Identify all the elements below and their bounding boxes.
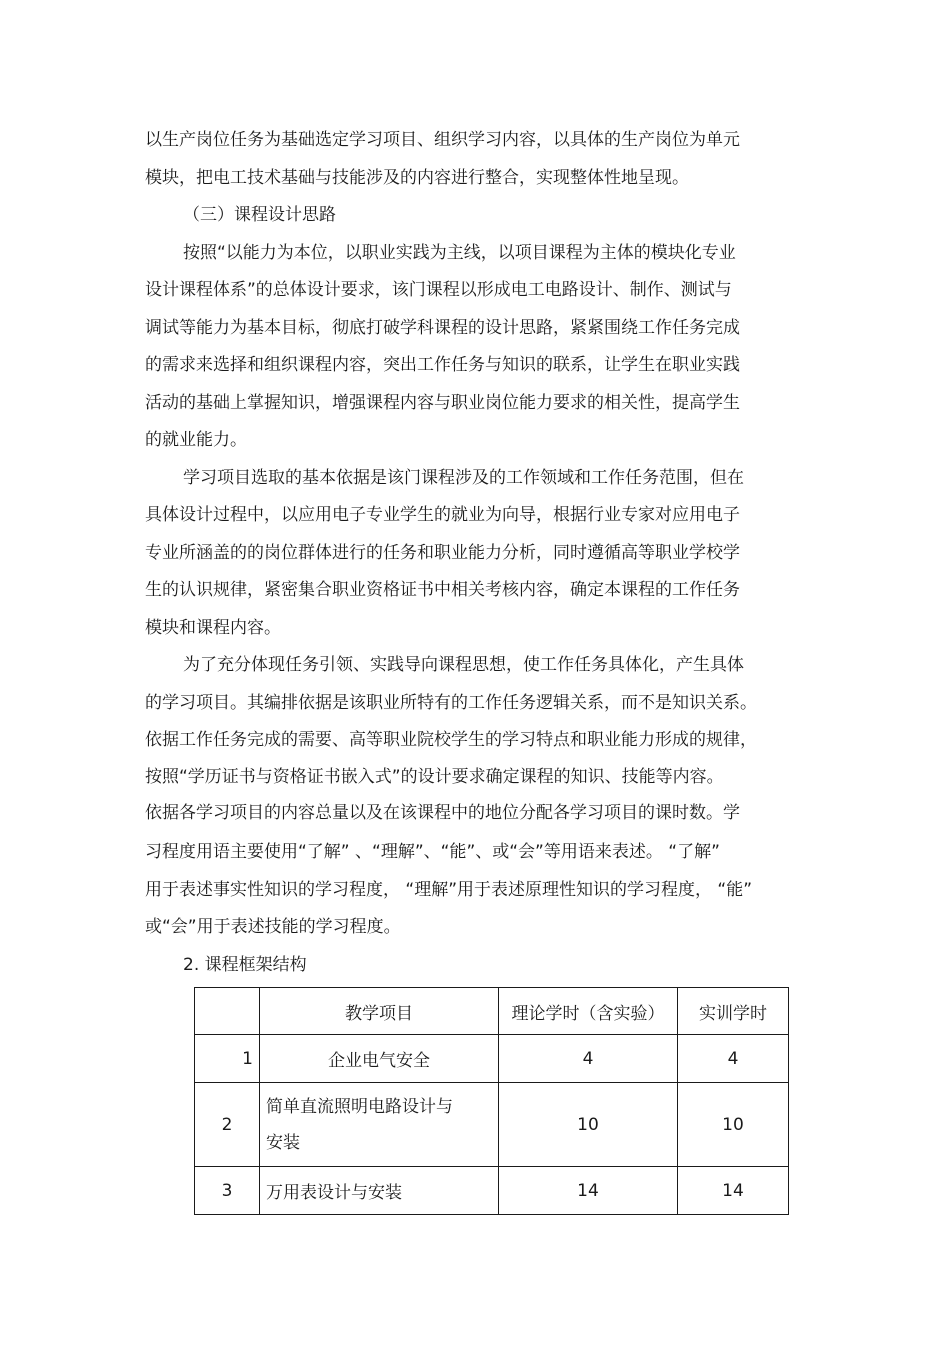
course-framework-table bbox=[194, 987, 789, 1215]
paragraph-line: 设计课程体系”的总体设计要求，该门课程以形成电工电路设计、制作、测试与 bbox=[145, 280, 732, 300]
project-name-cell bbox=[260, 1083, 499, 1167]
project-name-line-2: 安装 bbox=[266, 1132, 300, 1153]
project-name-line-1: 简单直流照明电路设计与 bbox=[266, 1096, 453, 1117]
paragraph-line: 具体设计过程中，以应用电子专业学生的就业为向导，根据行业专家对应用电子 bbox=[145, 505, 740, 525]
project-name-cell: 万用表设计与安装 bbox=[260, 1167, 499, 1215]
header-cell-project: 教学项目 bbox=[260, 988, 499, 1035]
paragraph-line: 的需求来选择和组织课程内容，突出工作任务与知识的联系，让学生在职业实践 bbox=[145, 355, 740, 375]
paragraph-line: 按照“以能力为本位，以职业实践为主线，以项目课程为主体的模块化专业 bbox=[183, 243, 736, 263]
header-cell-number bbox=[195, 988, 260, 1035]
theory-hours-cell: 4 bbox=[499, 1035, 678, 1083]
table-header-row bbox=[195, 988, 789, 1035]
paragraph-line: 调试等能力为基本目标，彻底打破学科课程的设计思路，紧紧围绕工作任务完成 bbox=[145, 318, 740, 338]
row-number-cell: 1 bbox=[195, 1035, 260, 1083]
theory-hours-cell: 14 bbox=[499, 1167, 678, 1215]
paragraph-line: 的就业能力。 bbox=[145, 430, 247, 450]
framework-heading: 2. 课程框架结构 bbox=[183, 955, 307, 975]
paragraph-line: 依据各学习项目的内容总量以及在该课程中的地位分配各学习项目的课时数。学 bbox=[145, 803, 740, 823]
paragraph-line: 或“会”用于表述技能的学习程度。 bbox=[145, 917, 401, 937]
paragraph-line: 习程度用语主要使用“了解” 、“理解”、“能”、或“会”等用语来表述。 “了解” bbox=[145, 842, 720, 862]
training-hours-cell: 14 bbox=[678, 1167, 789, 1215]
theory-hours-cell: 10 bbox=[499, 1083, 678, 1167]
paragraph-line: 模块，把电工技术基础与技能涉及的内容进行整合，实现整体性地呈现。 bbox=[145, 168, 689, 188]
paragraph-line: 依据工作任务完成的需要、高等职业院校学生的学习特点和职业能力形成的规律， bbox=[145, 730, 757, 750]
project-name-cell: 企业电气安全 bbox=[260, 1035, 499, 1083]
paragraph-line: 生的认识规律，紧密集合职业资格证书中相关考核内容，确定本课程的工作任务 bbox=[145, 580, 740, 600]
paragraph-line: 活动的基础上掌握知识，增强课程内容与职业岗位能力要求的相关性，提高学生 bbox=[145, 393, 740, 413]
paragraph-line: 用于表述事实性知识的学习程度， “理解”用于表述原理性知识的学习程度， “能” bbox=[145, 880, 753, 900]
paragraph-line: 按照“学历证书与资格证书嵌入式”的设计要求确定课程的知识、技能等内容。 bbox=[145, 767, 724, 787]
paragraph-line: 学习项目选取的基本依据是该门课程涉及的工作领域和工作任务范围，但在 bbox=[183, 468, 744, 488]
paragraph-line: 的学习项目。其编排依据是该职业所特有的工作任务逻辑关系，而不是知识关系。 bbox=[145, 693, 757, 713]
table-row bbox=[195, 1167, 789, 1215]
paragraph-line: 模块和课程内容。 bbox=[145, 618, 281, 638]
training-hours-cell: 4 bbox=[678, 1035, 789, 1083]
paragraph-line: 为了充分体现任务引领、实践导向课程思想，使工作任务具体化，产生具体 bbox=[183, 655, 744, 675]
row-number-cell: 2 bbox=[195, 1083, 260, 1167]
paragraph-line: 专业所涵盖的的岗位群体进行的任务和职业能力分析，同时遵循高等职业学校学 bbox=[145, 543, 740, 563]
header-cell-training-hours: 实训学时 bbox=[678, 988, 789, 1035]
row-number-cell: 3 bbox=[195, 1167, 260, 1215]
section-heading: （三）课程设计思路 bbox=[183, 205, 336, 225]
table-row bbox=[195, 1035, 789, 1083]
training-hours-cell: 10 bbox=[678, 1083, 789, 1167]
paragraph-line: 以生产岗位任务为基础选定学习项目、组织学习内容，以具体的生产岗位为单元 bbox=[145, 130, 740, 150]
table-row bbox=[195, 1083, 789, 1167]
header-cell-theory-hours: 理论学时（含实验） bbox=[499, 988, 678, 1035]
